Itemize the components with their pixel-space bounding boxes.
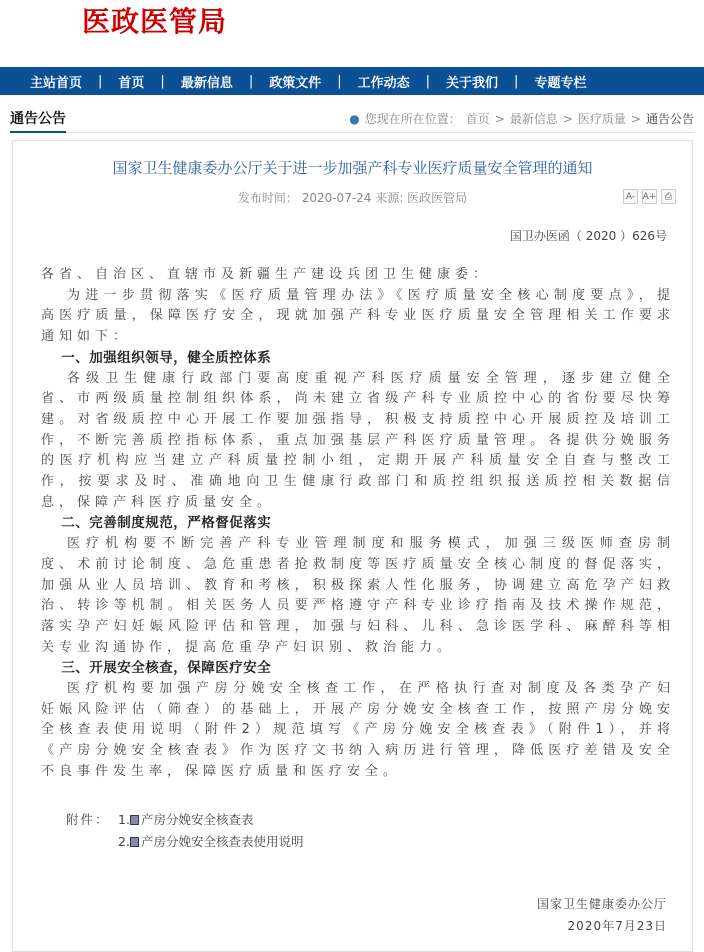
sign-date: 2020年7月23日	[567, 918, 667, 933]
salutation: 各省、自治区、直辖市及新疆生产建设兵团卫生健康委：	[41, 267, 492, 282]
nav-item-special[interactable]: 专题专栏	[534, 75, 587, 91]
nav-separator: |	[160, 73, 165, 89]
section-heading: 一、加强组织领导，健全质控体系	[61, 349, 272, 366]
signer: 国家卫生健康委办公厅	[536, 896, 667, 911]
file-icon	[130, 837, 139, 847]
nav-separator: |	[425, 73, 431, 89]
nav-separator: |	[248, 73, 254, 89]
font-decrease-button[interactable]: A-	[623, 189, 638, 204]
breadcrumb-current[interactable]: 通告公告	[645, 112, 694, 126]
font-increase-button[interactable]: A+	[642, 189, 657, 204]
nav-item-about[interactable]: 关于我们	[446, 75, 499, 91]
section-paragraph: 医疗机构要加强产房分娩安全核查工作，在严格执行查对制度及各类孕产妇妊娠风险评估（筛查）的基础上，开展产房分娩安全核查工作，按照产房分娩安全核查表使用说明（附件2）规范填写《产房分娩安全核查表》（附件1），并将《产房分娩安全核查表》作为医疗文书纳入病历进行管理，降低医疗差错及安全不良事件发生率，保障医疗质量和医疗安全。	[41, 681, 675, 779]
nav-item-home[interactable]: 首页	[118, 75, 145, 91]
file-icon	[130, 815, 139, 825]
article-container	[12, 140, 693, 952]
section-paragraph: 医疗机构要不断完善产科专业管理制度和服务模式，加强三级医师查房制度、术前讨论制度、急危重患者抢救制度等医疗质量安全核心制度的督促落实，加强从业人员培训、教育和考核，积极探索人性化服务，协调建立高危孕产妇救治、转诊等机制。相关医务人员要严格遵守产科专业诊疗指南及技术操作规范，落实孕产妇妊娠风险评估和管理，加强与妇科、儿科、急诊医学科、麻醉科等相关专业沟通协作，提高危重孕产妇识别、救治能力。	[41, 536, 675, 655]
document-number: 国卫办医函（ 2020 ）626号	[509, 229, 667, 243]
breadcrumb	[349, 108, 694, 127]
attachment-link[interactable]: 产房分娩安全核查表	[140, 811, 254, 827]
attachment-number: 2.	[118, 833, 130, 849]
article-title: 国家卫生健康委办公厅关于进一步加强产科专业医疗质量安全管理的通知	[112, 159, 593, 177]
breadcrumb-label: 您现在所在位置：	[364, 112, 461, 126]
nav-item-latest[interactable]: 最新信息	[180, 75, 233, 91]
print-icon[interactable]: ⎙	[661, 189, 676, 204]
attachments	[66, 809, 692, 853]
breadcrumb-home[interactable]: 首页	[465, 112, 490, 126]
breadcrumb-latest[interactable]: 最新信息	[509, 112, 558, 126]
article-body	[41, 265, 675, 783]
nav-item-policy[interactable]: 政策文件	[269, 75, 322, 91]
section-paragraph: 各级卫生健康行政部门要高度重视产科医疗质量安全管理，逐步建立健全省、市两级质量控制组织体系，尚未建立省级产科专业质控中心的省份要尽快筹建。对省级质控中心开展工作要加强指导，积极支持质控中心开展质控及培训工作，不断完善质控指标体系，重点加强基层产科医疗质量管理。各提供分娩服务的医疗机构应当建立产科质量控制小组，定期开展产科质量安全自查与整改工作，按要求及时、准确地向卫生健康行政部门和质控组织报送质控相关数据信息，保障产科医疗质量安全。	[41, 370, 675, 510]
chevron-right-icon: >	[630, 111, 641, 126]
nav-separator: |	[514, 73, 519, 89]
section-title: 通告公告	[10, 108, 66, 133]
attachment-link[interactable]: 产房分娩安全核查表使用说明	[140, 833, 304, 849]
intro-paragraph: 为进一步贯彻落实《医疗质量管理办法》《医疗质量安全核心制度要点》，提高医疗质量，保障医疗安全，现就加强产科专业医疗质量安全管理相关工作要求通知如下：	[41, 287, 675, 345]
chevron-right-icon: >	[562, 111, 573, 126]
article-meta-row	[13, 189, 692, 207]
article-meta: 发布时间： 2020-07-24 来源: 医政医管局	[237, 191, 468, 205]
attachment-number: 1.	[118, 811, 130, 827]
attachments-label: 附件：	[66, 811, 110, 827]
breadcrumb-quality[interactable]: 医疗质量	[577, 112, 626, 126]
site-logo[interactable]: 医政医管局	[82, 5, 228, 38]
main-nav	[0, 67, 704, 95]
nav-separator: |	[337, 73, 342, 89]
article-tools	[623, 189, 676, 204]
chevron-right-icon: >	[494, 111, 505, 126]
section-heading: 二、完善制度规范，严格督促落实	[61, 515, 272, 532]
nav-item-work[interactable]: 工作动态	[357, 75, 410, 91]
section-heading: 三、开展安全核查，保障医疗安全	[61, 660, 272, 677]
nav-item-main-home[interactable]: 主站首页	[30, 75, 83, 91]
section-header	[10, 108, 694, 133]
nav-separator: |	[98, 73, 103, 89]
signature	[13, 893, 692, 937]
location-pin-icon: ●	[349, 111, 360, 126]
